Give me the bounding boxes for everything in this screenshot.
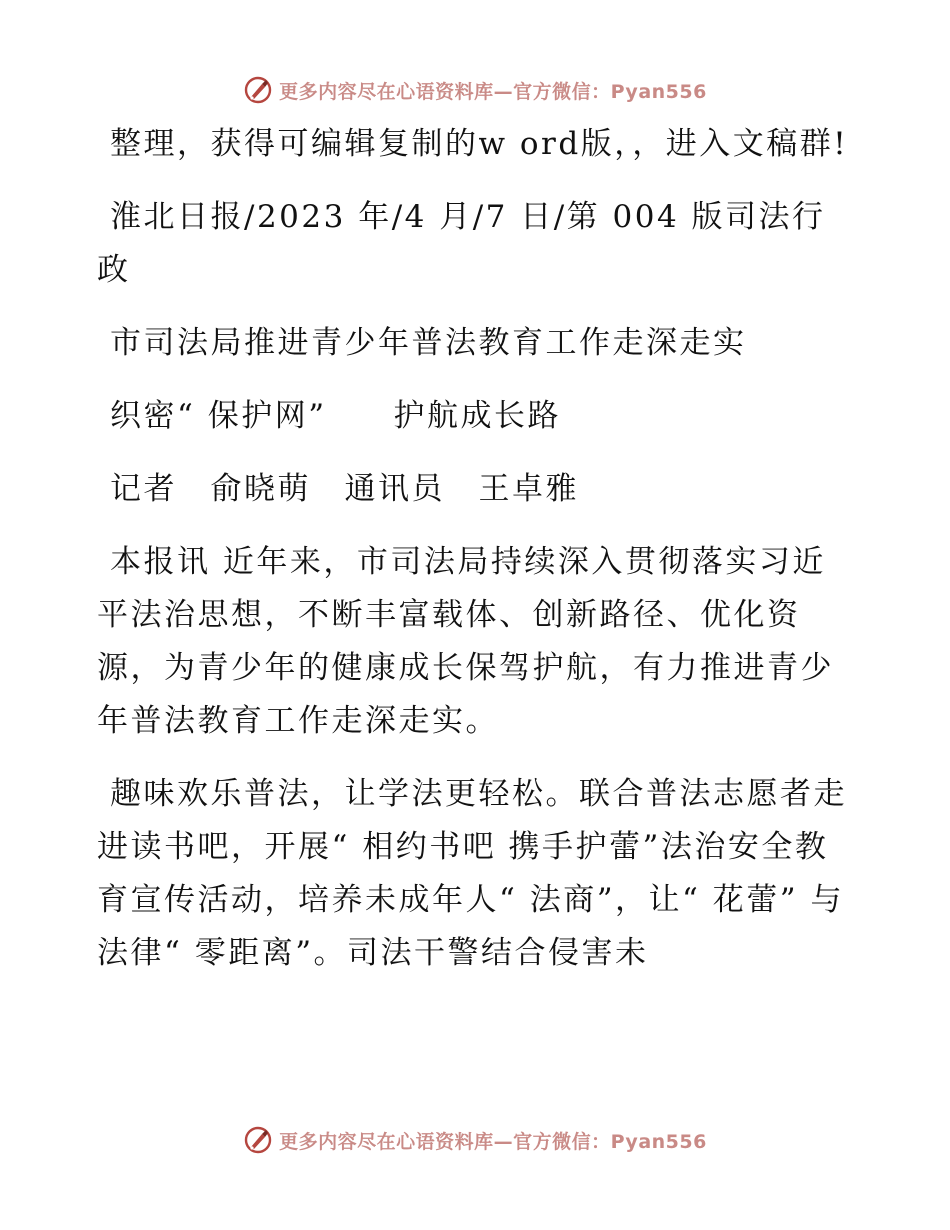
watermark-text: 更多内容尽在心语资料库—官方微信：Pyan556 — [279, 80, 707, 103]
footer-watermark — [0, 1120, 950, 1160]
intro-note: 整理，获得可编辑复制的w ord版，，进入文稿群! — [110, 126, 849, 162]
article-headline: 市司法局推进青少年普法教育工作走深走实 — [110, 325, 747, 361]
pen-logo-icon — [243, 1125, 273, 1155]
pen-logo-icon — [243, 75, 273, 105]
article-subheadline: 织密“ 保护网” 护航成长路 — [110, 398, 562, 434]
source-line: 淮北日报/2023 年/4 月/7 日/第 004 版司法行政 — [97, 199, 826, 288]
body-paragraph: 本报讯 近年来，市司法局持续深入贯彻落实习近平法治思想，不断丰富载体、创新路径、优化资源，为青少年的健康成长保驾护航，有力推进青少年普法教育工作走深走实。 — [97, 544, 834, 739]
watermark-text: 更多内容尽在心语资料库—官方微信：Pyan556 — [279, 1130, 707, 1153]
byline: 记者 俞晓萌 通讯员 王卓雅 — [110, 471, 579, 507]
header-watermark — [0, 70, 950, 110]
document-body — [97, 118, 857, 1000]
body-paragraph: 趣味欢乐普法，让学法更轻松。联合普法志愿者走进读书吧，开展“ 相约书吧 携手护蕾”法治安全教育宣传活动，培养未成年人“ 法商”，让“ 花蕾” 与法律“ 零距离”。司法干警结合侵害未 — [97, 776, 847, 971]
